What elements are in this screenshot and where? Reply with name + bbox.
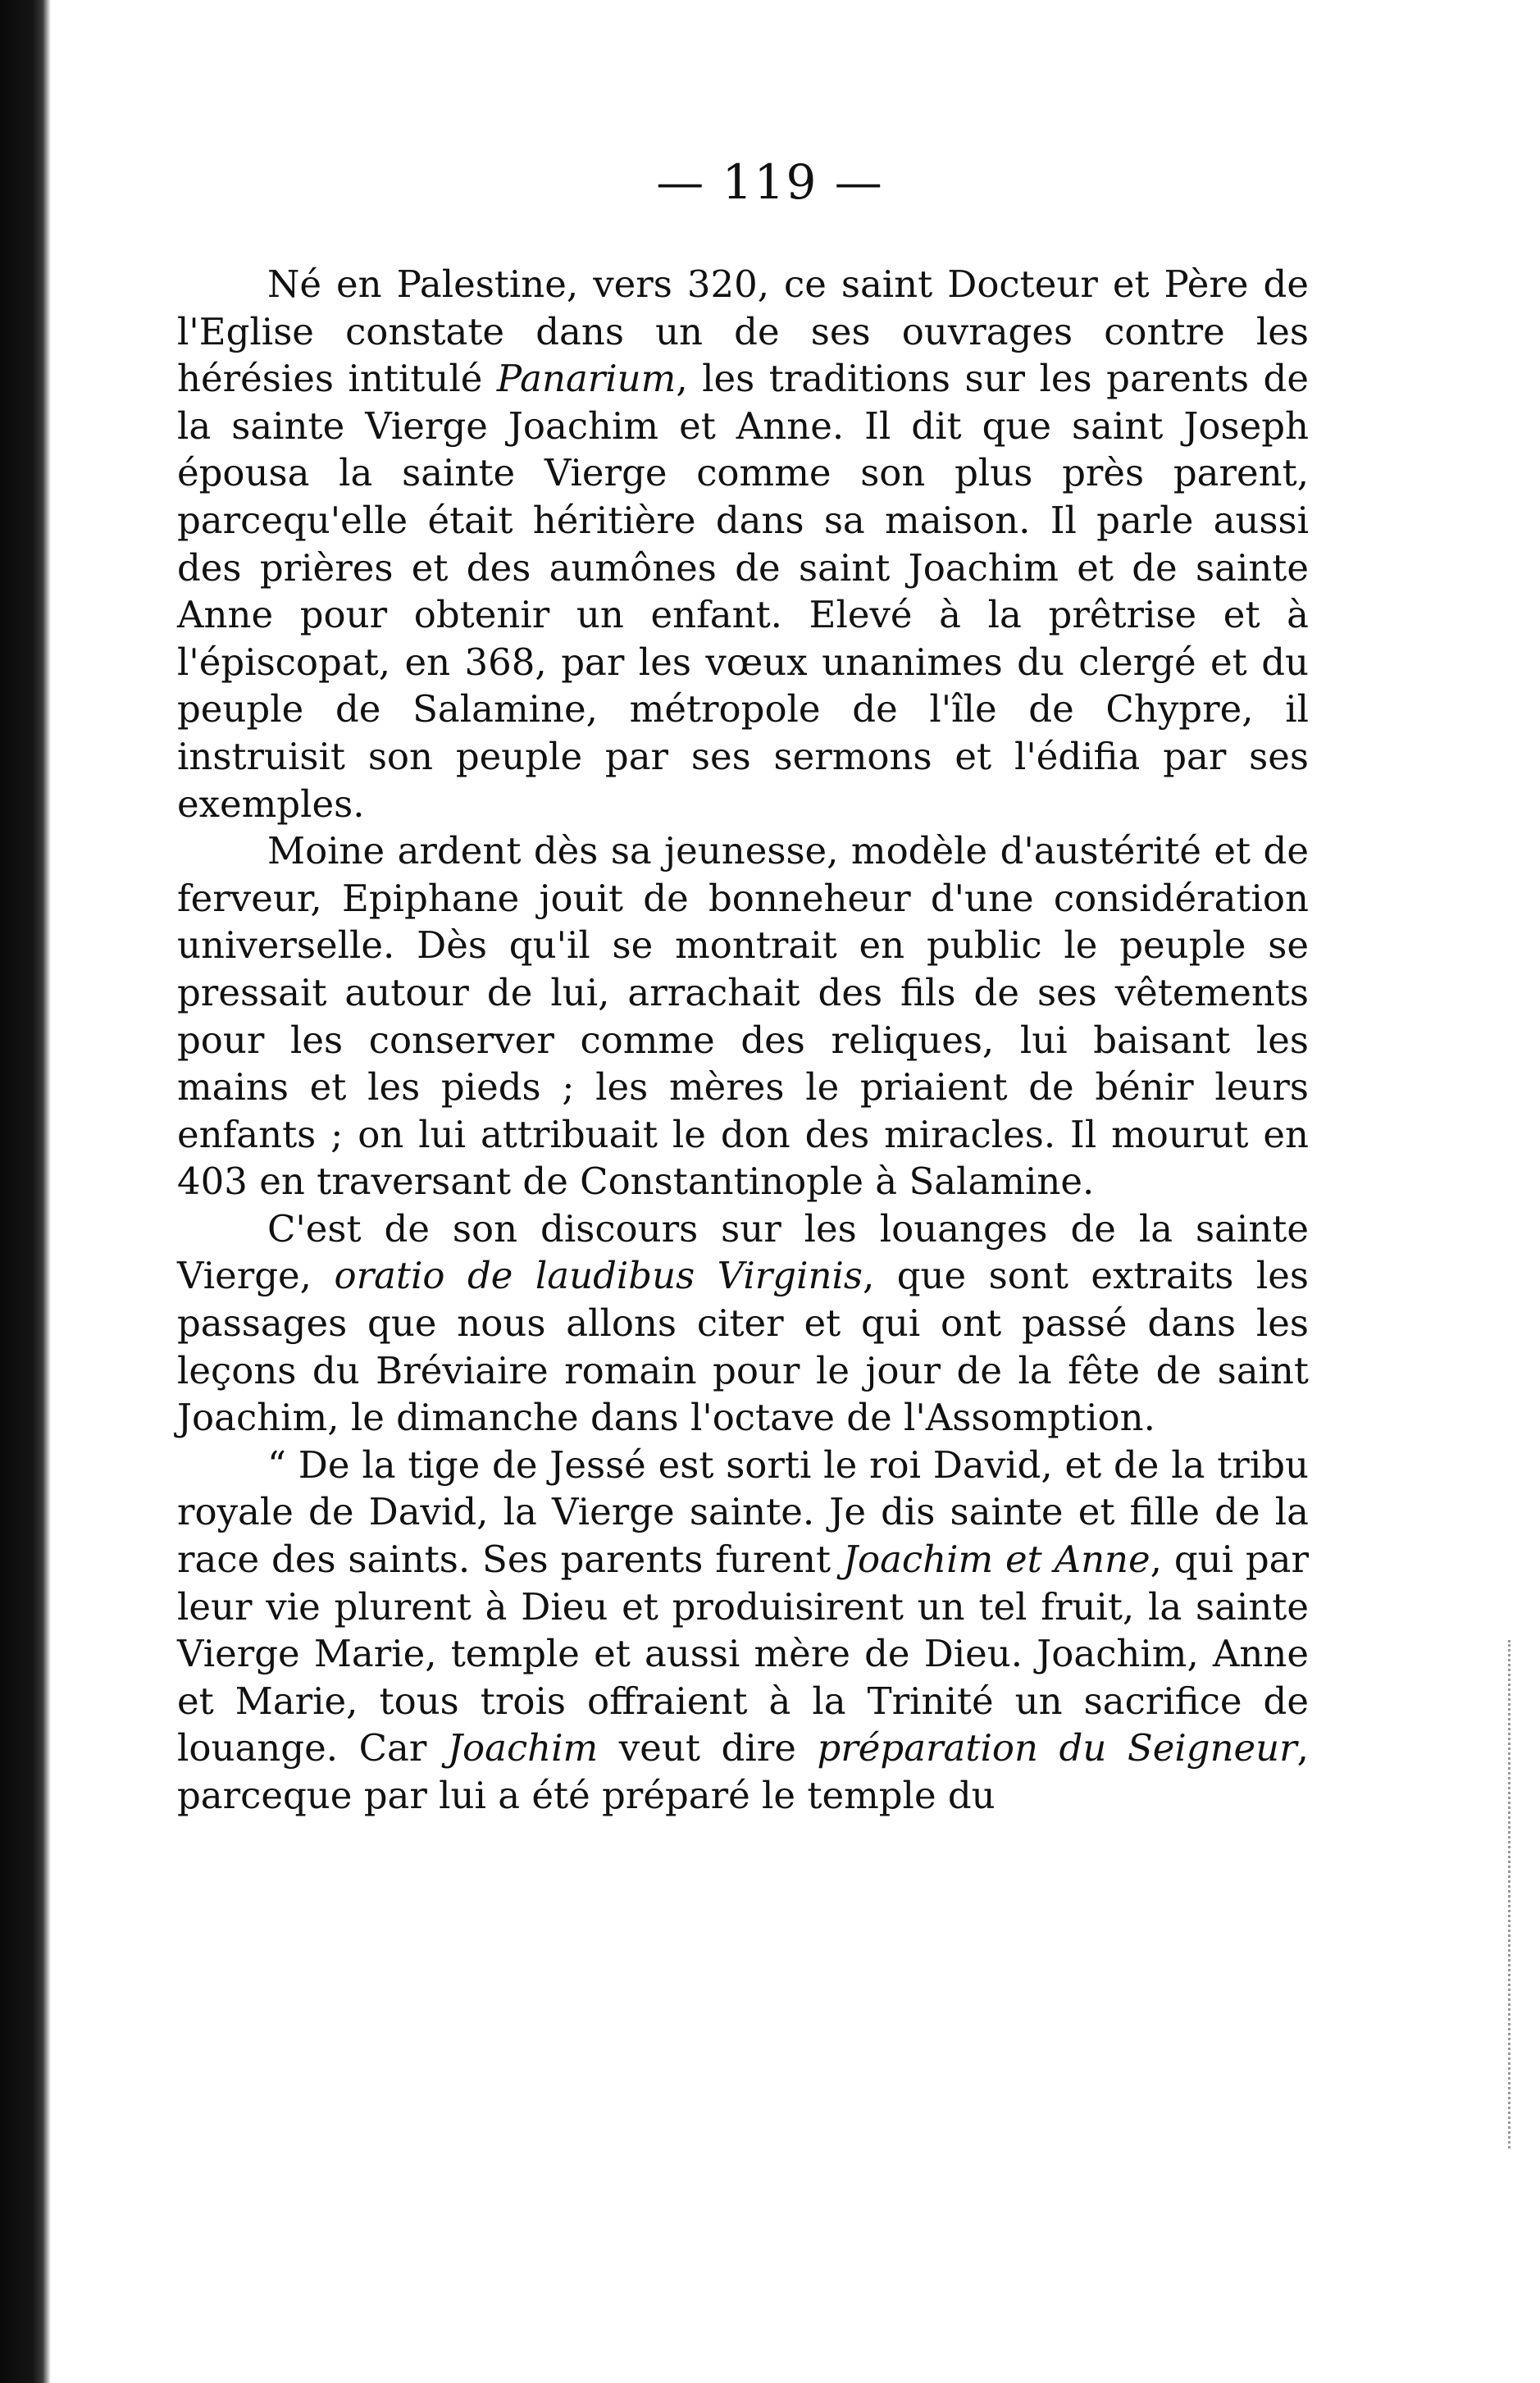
italic-text: préparation du Seigneur: [817, 1726, 1297, 1770]
scan-specks: [1508, 1640, 1515, 2148]
paragraph: [177, 1442, 1309, 1820]
italic-text: oratio de laudibus Virginis: [334, 1254, 863, 1298]
body-text: [177, 261, 1309, 1820]
paragraph: [177, 827, 1309, 1205]
text-run: , que sont extraits les passages que nous allons citer et qui ont passé dans les leçons du Bréviaire romain pour le jour de la fête de saint Joachim, le dimanche dans l'octave de l'Assomption.: [177, 1254, 1309, 1440]
italic-text: Joachim et Anne: [842, 1538, 1150, 1582]
text-run: , qui par leur vie plurent à Dieu et produisirent un tel fruit, la sainte Vierge Marie, temple et aussi mère de Dieu. Joachim, Anne et Marie, tous trois offraient à la Trinité un sacrifice de louange. Car: [177, 1538, 1310, 1770]
text-run: veut dire: [598, 1726, 818, 1770]
binding-edge: [0, 0, 51, 2383]
text-run: C'est de son discours sur les louanges de la sainte Vierge,: [177, 1206, 1309, 1298]
paragraph: [177, 1205, 1309, 1442]
text-run: Né en Palestine, vers 320, ce saint Docteur et Père de l'Eglise constate dans un de ses ouvrages contre les hérésies intitulé: [177, 262, 1309, 401]
text-run: Moine ardent dès sa jeunesse, modèle d'austérité et de ferveur, Epiphane jouit de bonneheur d'une considération universelle. Dès qu'il se montrait en public le peuple se pressait autour de lui, arrachait des fils de ses vêtements pour les conserver comme des reliques, lui baisant les mains et les pieds ; les mères le priaient de bénir leurs enfants ; on lui attribuait le don des miracles. Il mourut en 403 en traversant de Constantinople à Salamine.: [177, 829, 1309, 1204]
page-number: — 119 —: [656, 154, 884, 210]
text-run: , parceque par lui a été préparé le temple du: [177, 1726, 1309, 1817]
text-run: “ De la tige de Jessé est sorti le roi David, et de la tribu royale de David, la Vierge sainte. Je dis sainte et fille de la race des saints. Ses parents furent: [177, 1442, 1309, 1582]
italic-text: Panarium: [496, 357, 677, 401]
italic-text: Joachim: [447, 1726, 599, 1770]
text-run: , les traditions sur les parents de la sainte Vierge Joachim et Anne. Il dit que saint Joseph épousa la sainte Vierge comme son plus près parent, parcequ'elle était héritière dans sa maison. Il parle aussi des prières et des aumônes de saint Joachim et de sainte Anne pour obtenir un enfant. Elevé à la prêtrise et à l'épiscopat, en 368, par les vœux unanimes du clergé et du peuple de Salamine, métropole de l'île de Chypre, il instruisit son peuple par ses sermons et l'édifia par ses exemples.: [177, 357, 1309, 826]
paragraph: [177, 261, 1309, 827]
